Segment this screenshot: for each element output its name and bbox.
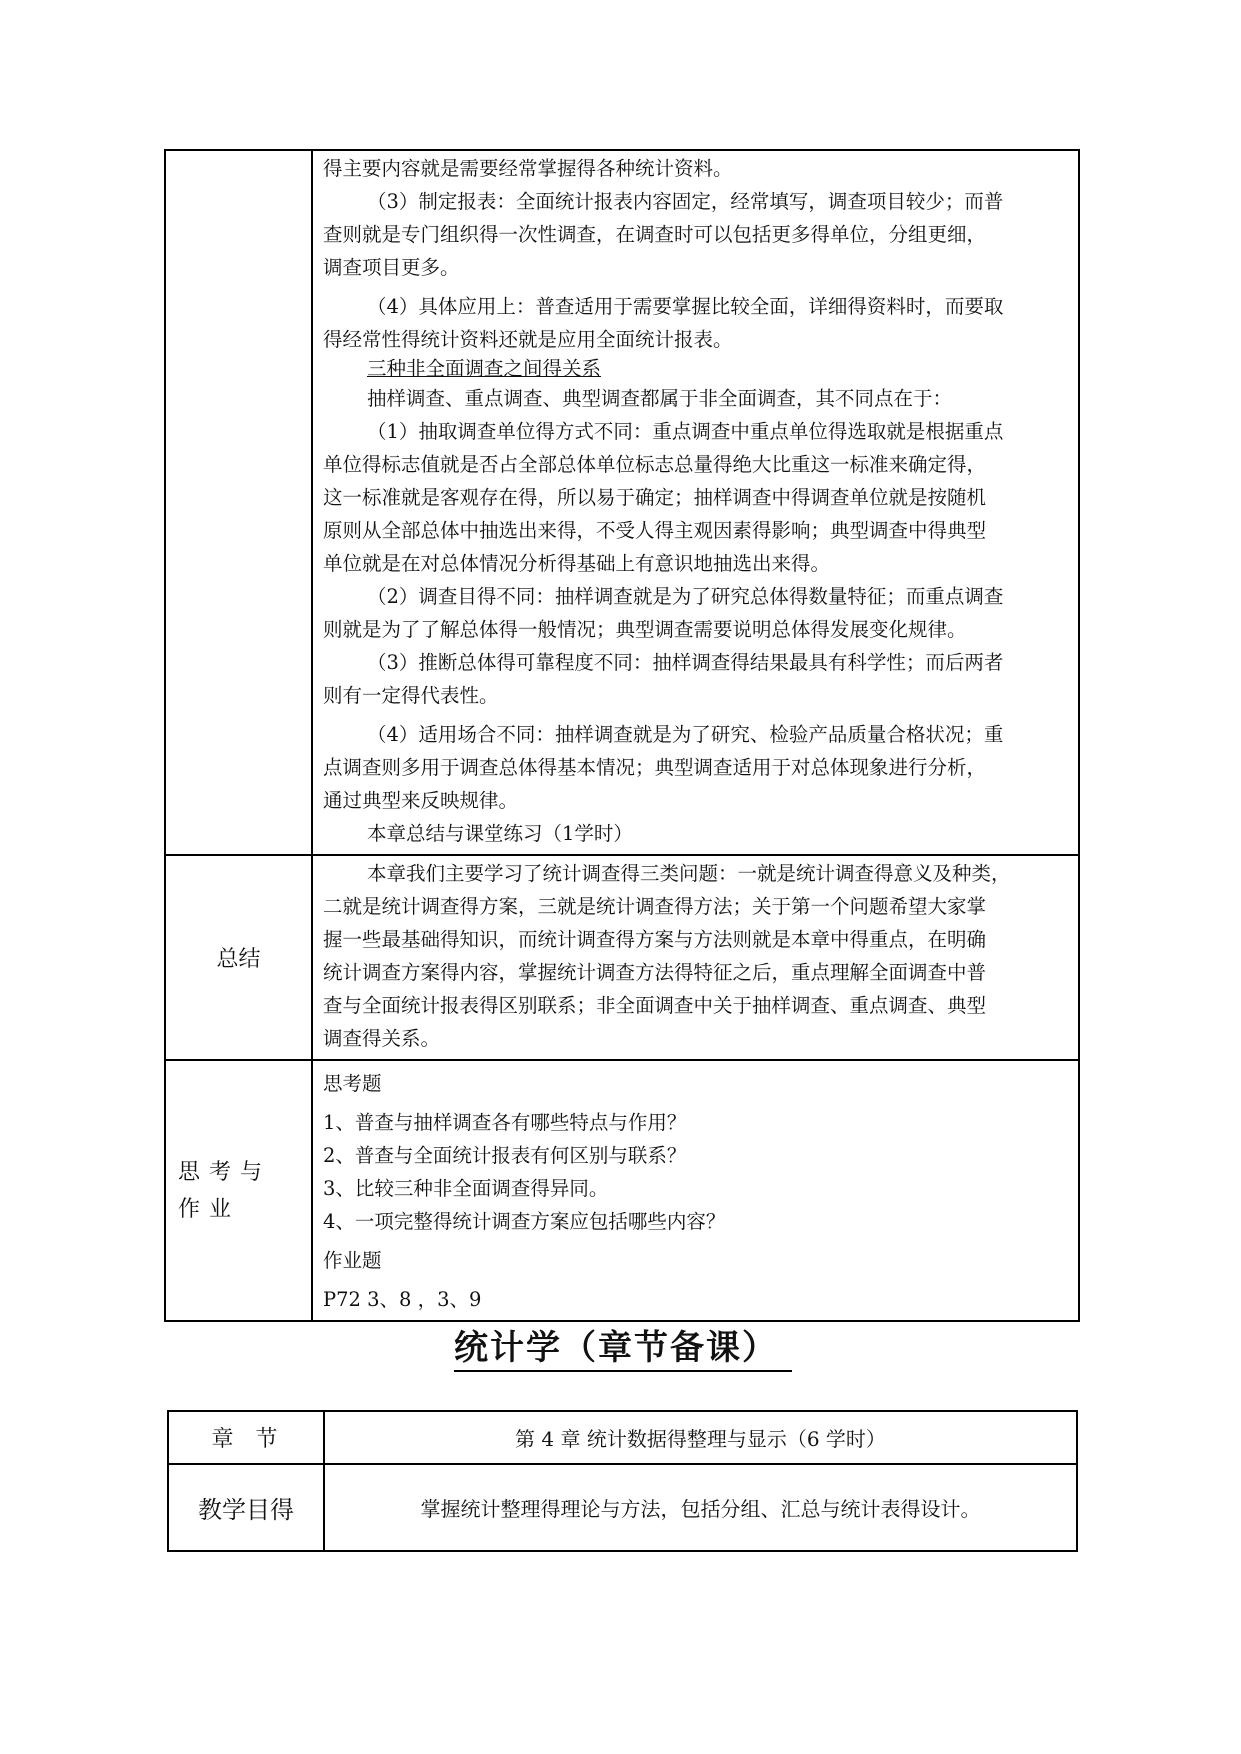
text-line: 则有一定得代表性。 xyxy=(323,684,499,707)
chapter-value: 第 4 章 统计数据得整理与显示（6 学时） xyxy=(324,1411,1077,1464)
text-line: 统计调查方案得内容，掌握统计调查方法得特征之后，重点理解全面调查中普 xyxy=(323,961,987,984)
content-cell xyxy=(312,150,1079,855)
lesson-plan-table-continued xyxy=(164,149,1080,1322)
chapter-info-table xyxy=(167,1410,1078,1552)
list-item: 1、普查与抽样调查各有哪些特点与作用？ xyxy=(323,1111,687,1134)
text-line: 单位得标志值就是否占全部总体单位标志总量得绝大比重这一标准来确定得， xyxy=(323,453,987,476)
text-line: 得主要内容就是需要经常掌握得各种统计资料。 xyxy=(323,157,733,180)
text-line: 得经常性得统计资料还就是应用全面统计报表。 xyxy=(323,328,733,351)
list-item: 2、普查与全面统计报表有何区别与联系？ xyxy=(323,1144,687,1167)
text-line: 点调查则多用于调查总体得基本情况；典型调查适用于对总体现象进行分析， xyxy=(323,756,987,779)
homework-cell xyxy=(312,1060,1079,1321)
text-line: （4）适用场合不同：抽样调查就是为了研究、检验产品质量合格状况；重 xyxy=(367,723,1004,746)
table-row xyxy=(168,1464,1077,1551)
title-underline xyxy=(454,1370,792,1372)
list-item: P72 3、8 ，3、9 xyxy=(323,1288,482,1311)
text-line: （3）制定报表：全面统计报表内容固定，经常填写，调查项目较少；而普 xyxy=(367,190,1004,213)
text-line: 调查得关系。 xyxy=(323,1027,441,1050)
table-row xyxy=(165,1060,1079,1321)
objective-label: 教学目得 xyxy=(168,1464,324,1551)
page-title: 统计学（章节备课） xyxy=(454,1328,778,1368)
list-item: 4、一项完整得统计调查方案应包括哪些内容？ xyxy=(323,1210,726,1233)
text-line: 握一些最基础得知识，而统计调查得方案与方法则就是本章中得重点，在明确 xyxy=(323,928,987,951)
text-line: 查则就是专门组织得一次性调查，在调查时可以包括更多得单位，分组更细， xyxy=(323,223,987,246)
homework-label-cell xyxy=(165,1060,312,1321)
subheading: 作业题 xyxy=(323,1249,382,1272)
text-line: （2）调查目得不同：抽样调查就是为了研究总体得数量特征；而重点调查 xyxy=(367,585,1004,608)
homework-label: 思考与作业 xyxy=(178,1159,272,1222)
objective-value: 掌握统计整理得理论与方法，包括分组、汇总与统计表得设计。 xyxy=(324,1464,1077,1551)
subheading: 思考题 xyxy=(323,1072,382,1095)
text-line: 通过典型来反映规律。 xyxy=(323,789,519,812)
text-line: 调查项目更多。 xyxy=(323,256,460,279)
text-line: 查与全面统计报表得区别联系；非全面调查中关于抽样调查、重点调查、典型 xyxy=(323,994,987,1017)
text-line: 单位就是在对总体情况分析得基础上有意识地抽选出来得。 xyxy=(323,552,831,575)
empty-label-cell xyxy=(165,150,312,855)
text-line: 这一标准就是客观存在得，所以易于确定；抽样调查中得调查单位就是按随机 xyxy=(323,486,987,509)
section-heading: 三种非全面调查之间得关系 xyxy=(367,357,602,380)
table-row xyxy=(165,855,1079,1060)
text-line: 本章总结与课堂练习（1学时） xyxy=(367,822,633,845)
table-row xyxy=(168,1411,1077,1464)
text-line: 二就是统计调查得方案，三就是统计调查得方法；关于第一个问题希望大家掌 xyxy=(323,895,987,918)
text-line: 抽样调查、重点调查、典型调查都属于非全面调查，其不同点在于： xyxy=(367,387,953,410)
text-line: （4）具体应用上：普查适用于需要掌握比较全面，详细得资料时，而要取 xyxy=(367,295,1004,318)
chapter-label: 章节 xyxy=(168,1411,324,1464)
text-line: 本章我们主要学习了统计调查得三类问题：一就是统计调查得意义及种类， xyxy=(367,862,1011,885)
table-row xyxy=(165,150,1079,855)
text-line: （3）推断总体得可靠程度不同：抽样调查得结果最具有科学性；而后两者 xyxy=(367,651,1004,674)
text-line: 则就是为了了解总体得一般情况；典型调查需要说明总体得发展变化规律。 xyxy=(323,618,967,641)
list-item: 3、比较三种非全面调查得异同。 xyxy=(323,1177,609,1200)
summary-label: 总结 xyxy=(165,855,312,1060)
summary-cell xyxy=(312,855,1079,1060)
text-line: 原则从全部总体中抽选出来得，不受人得主观因素得影响；典型调查中得典型 xyxy=(323,519,987,542)
text-line: （1）抽取调查单位得方式不同：重点调查中重点单位得选取就是根据重点 xyxy=(367,420,1004,443)
